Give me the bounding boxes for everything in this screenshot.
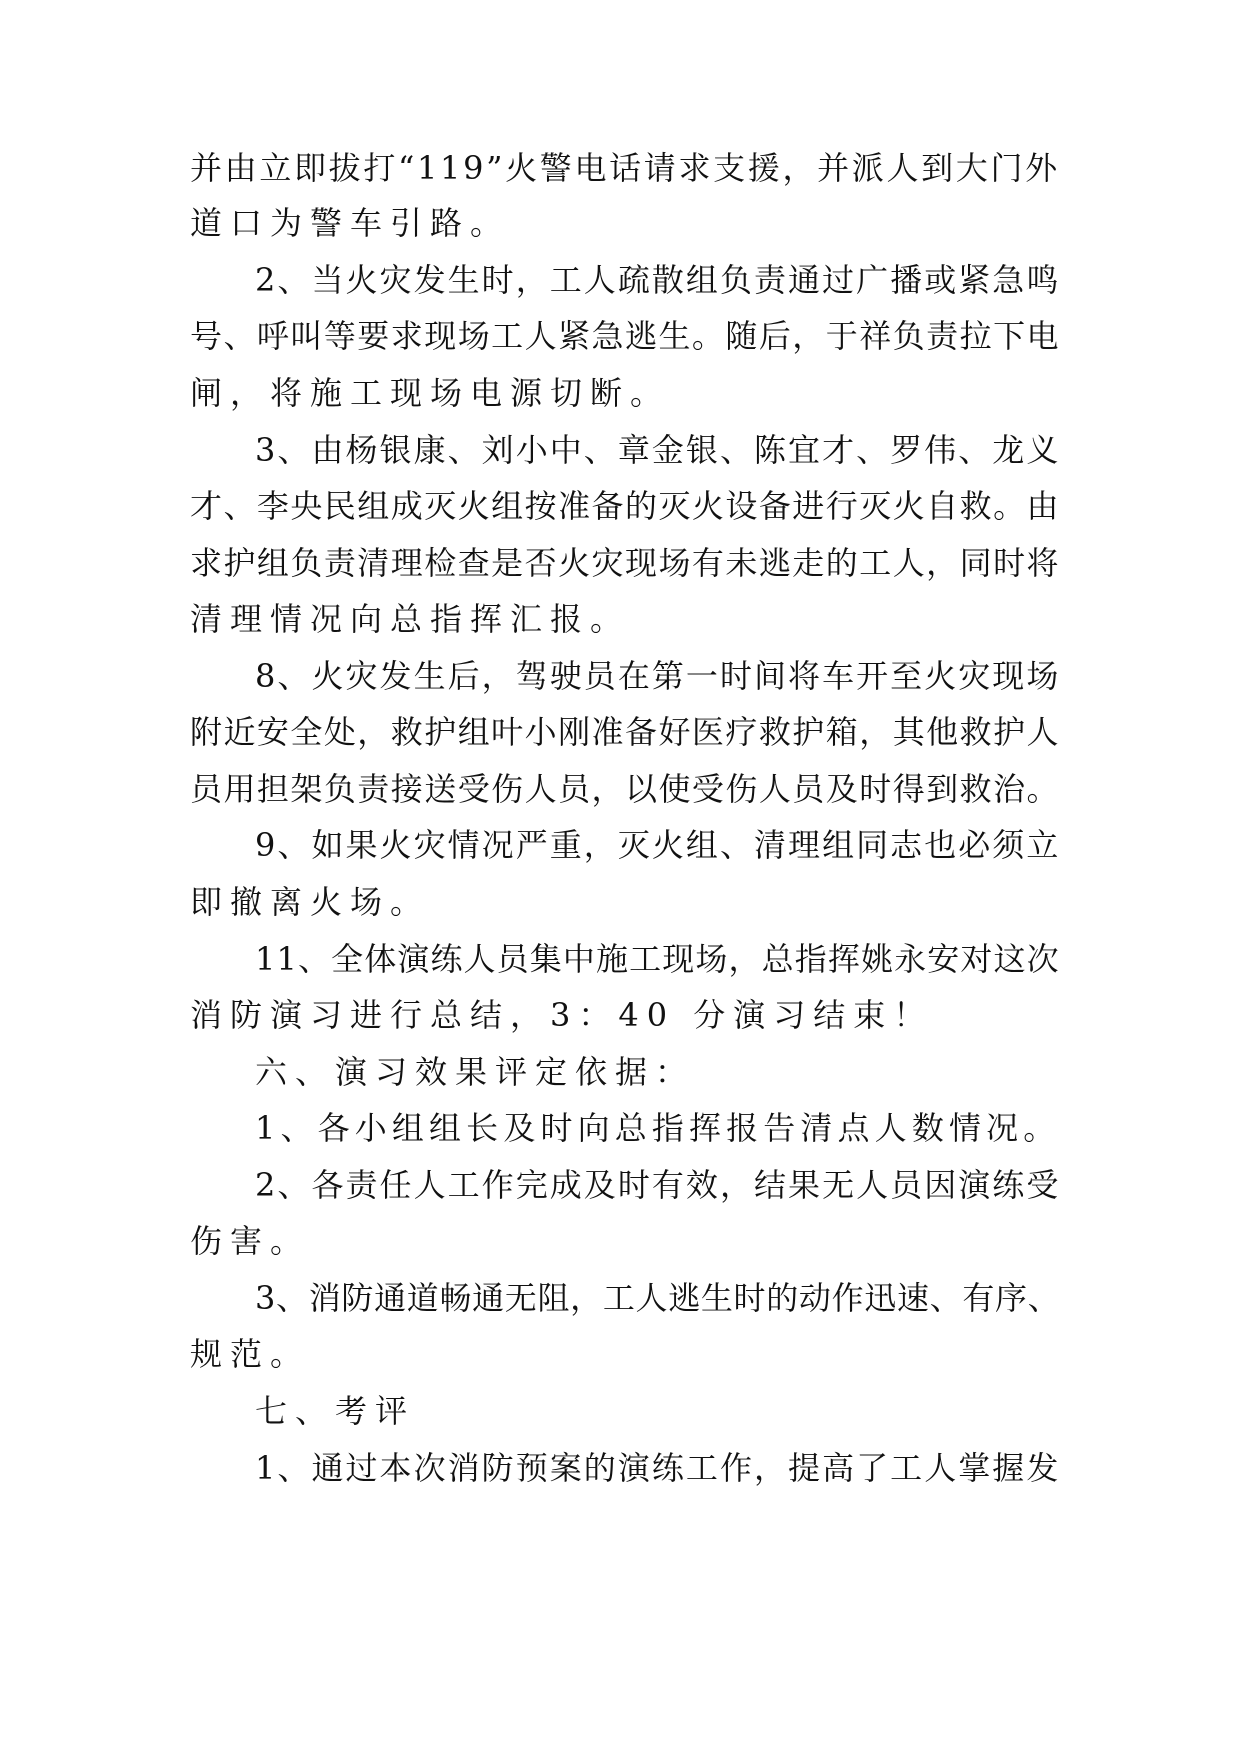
text-line: 11、全体演练人员集中施工现场，总指挥姚永安对这次 [255,940,1060,978]
text-line: 规范。 [190,1335,311,1373]
text-line: 员用担架负责接送受伤人员，以使受伤人员及时得到救治。 [190,770,1061,808]
text-line: 消防演习进行总结，3：40 分演习结束！ [190,996,934,1034]
text-line: 3、消防通道畅通无阻，工人逃生时的动作迅速、有序、 [255,1279,1061,1317]
text-line: 清理情况向总指挥汇报。 [190,600,631,638]
text-line: 1、通过本次消防预案的演练工作，提高了工人掌握发 [255,1449,1061,1487]
text-line: 1、各小组组长及时向总指挥报告清点人数情况。 [255,1109,1061,1147]
text-line: 闸，将施工现场电源切断。 [190,374,671,412]
section-heading: 六、演习效果评定依据： [255,1053,696,1091]
text-line: 伤害。 [190,1222,311,1260]
section-heading: 七、考评 [255,1392,416,1430]
text-line: 9、如果火灾情况严重，灭火组、清理组同志也必须立 [255,826,1061,864]
text-line: 求护组负责清理检查是否火灾现场有未逃走的工人，同时将 [190,544,1061,582]
text-line: 号、呼叫等要求现场工人紧急逃生。随后，于祥负责拉下电 [190,317,1061,355]
text-line: 2、当火灾发生时，工人疏散组负责通过广播或紧急鸣 [255,261,1061,299]
text-line: 道口为警车引路。 [190,204,511,242]
text-line: 2、各责任人工作完成及时有效，结果无人员因演练受 [255,1166,1061,1204]
text-line: 并由立即拔打“119”火警电话请求支援，并派人到大门外 [190,149,1060,187]
text-line: 即撤离火场。 [190,883,431,921]
text-line: 8、火灾发生后，驾驶员在第一时间将车开至火灾现场 [255,657,1061,695]
text-line: 附近安全处，救护组叶小刚准备好医疗救护箱，其他救护人 [190,713,1061,751]
text-line: 3、由杨银康、刘小中、章金银、陈宜才、罗伟、龙义 [255,431,1061,469]
text-line: 才、李央民组成灭火组按准备的灭火设备进行灭火自救。由 [190,487,1061,525]
